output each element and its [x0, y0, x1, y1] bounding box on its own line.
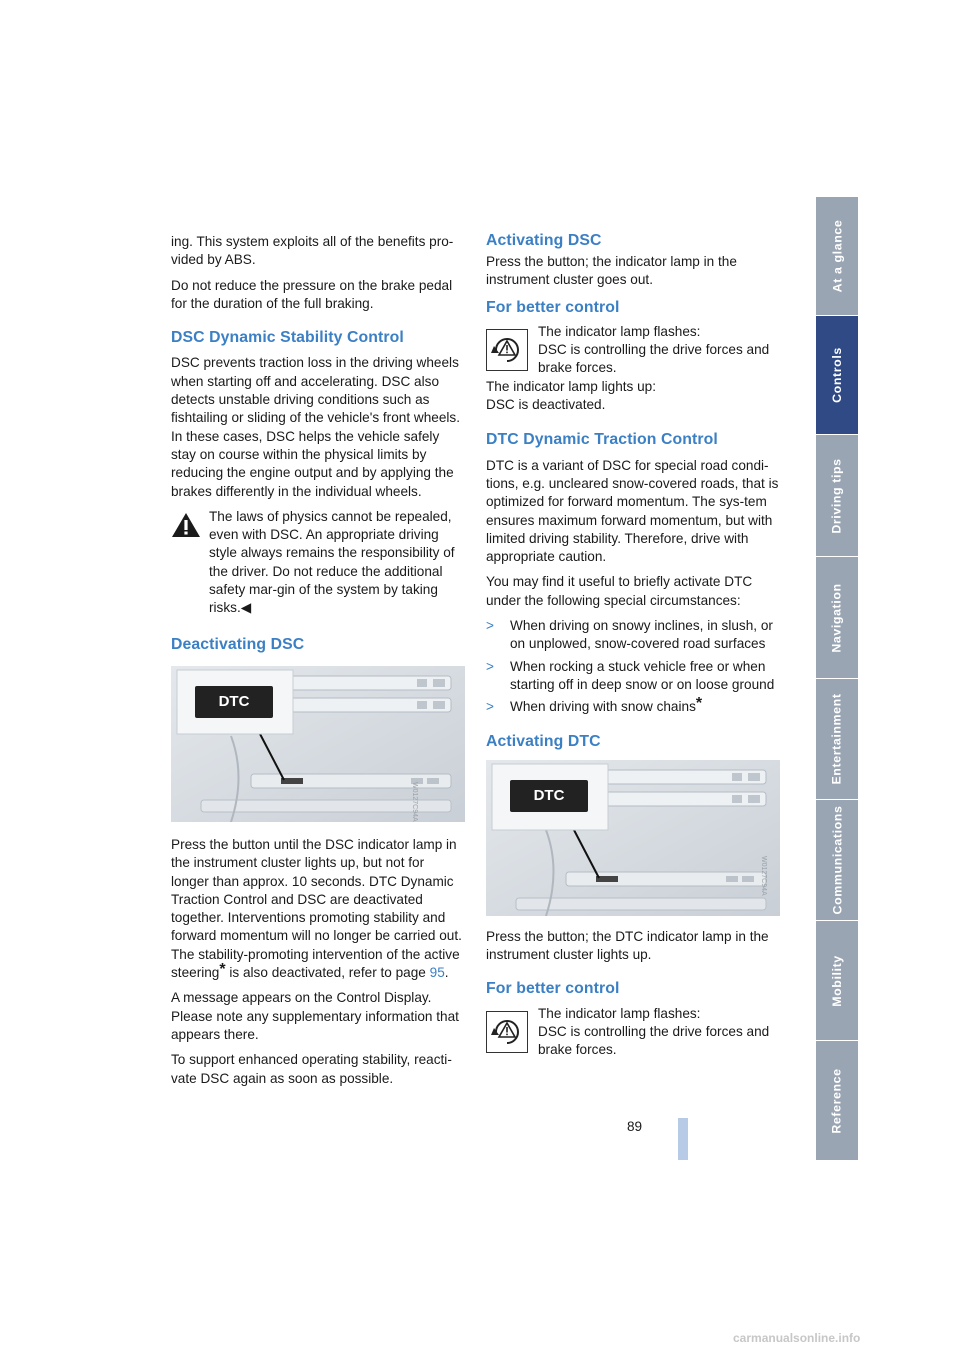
activating-dsc-paragraph: Press the button; the indicator lamp in the instrument cluster goes out. [486, 254, 737, 288]
image-code: W0127C94A [760, 855, 767, 896]
tab-communications[interactable]: Communications [816, 800, 858, 921]
deactivating-paragraph-3: To support enhanced operating stability, reacti-vate DSC again as soon as possible. [171, 1052, 452, 1086]
indicator-flashes-text: The indicator lamp flashes: [538, 1005, 701, 1021]
activating-dtc-heading: Activating DTC [486, 732, 601, 750]
indicator-controlling-text: DSC is controlling the drive forces and brake forces. [538, 1024, 770, 1058]
page-marker-bar [678, 1118, 688, 1160]
image-button-label: DTC [533, 786, 565, 804]
right-column [486, 253, 782, 1060]
warning-block [171, 508, 465, 618]
image-code: W0127C94A [411, 781, 418, 822]
activating-dtc-paragraph: Press the button; the DTC indicator lamp in the instrument cluster lights up. [486, 928, 769, 963]
footer-watermark: carmanualsonline.info [733, 1331, 861, 1345]
deactivating-text-c: . [444, 965, 449, 981]
dsc-indicator-block [486, 323, 782, 378]
indicator-controlling-text: DSC is controlling the drive forces and brake forces. [538, 342, 770, 376]
better-control-heading-2: For better control [486, 980, 620, 998]
intro-paragraph-1: ing. This system exploits all of the benefits pro-vided by ABS. [171, 234, 454, 268]
tab-driving-tips[interactable]: Driving tips [816, 435, 858, 557]
dsc-indicator-block-2 [486, 1005, 782, 1060]
list-item: > When rocking a stuck vehicle free or when starting off in deep snow or on loose ground [486, 658, 775, 692]
better-control-heading: For better control [486, 298, 620, 316]
dsc-indicator-icon [486, 1011, 528, 1053]
deactivating-dsc-heading: Deactivating DSC [171, 635, 305, 653]
tab-mobility[interactable]: Mobility [816, 921, 858, 1041]
bullet-marker: > [486, 658, 494, 674]
chapter-sidebar [816, 197, 858, 1160]
tab-navigation[interactable]: Navigation [816, 557, 858, 679]
deactivating-paragraph-2: A message appears on the Control Display. Please note any supplementary information that appears there. [171, 990, 459, 1042]
list-item: > When driving on snowy inclines, in slush, or on unplowed, snow-covered road surfaces [486, 618, 773, 652]
indicator-flashes-text: The indicator lamp flashes: [538, 323, 701, 339]
warning-triangle-icon [171, 508, 207, 618]
dtc-paragraph-1: DTC is a variant of DSC for special road condi-tions, e.g. uncleared snow-covered roads, that is optimized for forward momentum. The sys-tem ensures maximum forward momentum, but with limited driving stability. Therefore, drive with appropriate caution. [486, 457, 779, 565]
left-column [171, 233, 465, 1095]
image-button-label: DTC [218, 692, 250, 710]
page-number: 89 [627, 1119, 643, 1134]
dtc-conditions-list [486, 617, 782, 716]
bullet-marker: > [486, 699, 494, 715]
deactivating-text-b: is also deactivated, refer to page [225, 965, 430, 981]
activating-dsc-heading: Activating DSC [486, 232, 602, 249]
deactivating-text-a: Press the button until the DSC indicator lamp in the instrument cluster lights up, but not for longer than approx. 10 seconds. DTC Dynamic Traction Control and DSC are deactivated together. Interventions promoting stability and forward momentum will no longer be carried out. The stability-promoting intervention of the active steering [171, 836, 462, 981]
asterisk-mark: * [219, 961, 226, 979]
end-mark-icon: ◀ [240, 600, 252, 616]
bullet-marker: > [486, 618, 494, 634]
intro-paragraph-2: Do not reduce the pressure on the brake pedal for the duration of the full braking. [171, 277, 453, 311]
dtc-paragraph-2: You may find it useful to briefly activate DTC under the following special circumstances: [486, 574, 753, 608]
dtc-button-image [171, 666, 465, 822]
tab-reference[interactable]: Reference [816, 1041, 858, 1161]
dsc-deactivated-text: DSC is deactivated. [486, 397, 606, 413]
indicator-lights-up-text: The indicator lamp lights up: [486, 378, 657, 394]
tab-entertainment[interactable]: Entertainment [816, 679, 858, 800]
dsc-heading: DSC Dynamic Stability Control [171, 329, 404, 347]
tab-at-a-glance[interactable]: At a glance [816, 197, 858, 316]
dsc-indicator-icon [486, 329, 528, 371]
page-95-link[interactable]: 95 [429, 965, 445, 981]
tab-controls[interactable]: Controls [816, 316, 858, 435]
asterisk-mark: * [695, 695, 703, 713]
dsc-paragraph: DSC prevents traction loss in the driving wheels when starting off and accelerating. DSC also detects unstable driving conditions such as fishtailing or sliding of the vehicle's front wheels. In these cases, DSC helps the vehicle safely stay on course within the physical limits by reducing the engine output and by applying the brakes differently in the individual wheels. [171, 355, 460, 499]
warning-text: The laws of physics cannot be repealed, even with DSC. An appropriate driving style always remains the responsibility of the driver. Do not reduce the additional safety mar-gin of the system by taking risks. [209, 508, 455, 616]
dtc-button-image-2 [486, 760, 780, 916]
list-item: > When driving with snow chains* [486, 698, 782, 716]
deactivating-paragraph-1 [171, 836, 465, 982]
dtc-heading: DTC Dynamic Traction Control [486, 431, 718, 449]
